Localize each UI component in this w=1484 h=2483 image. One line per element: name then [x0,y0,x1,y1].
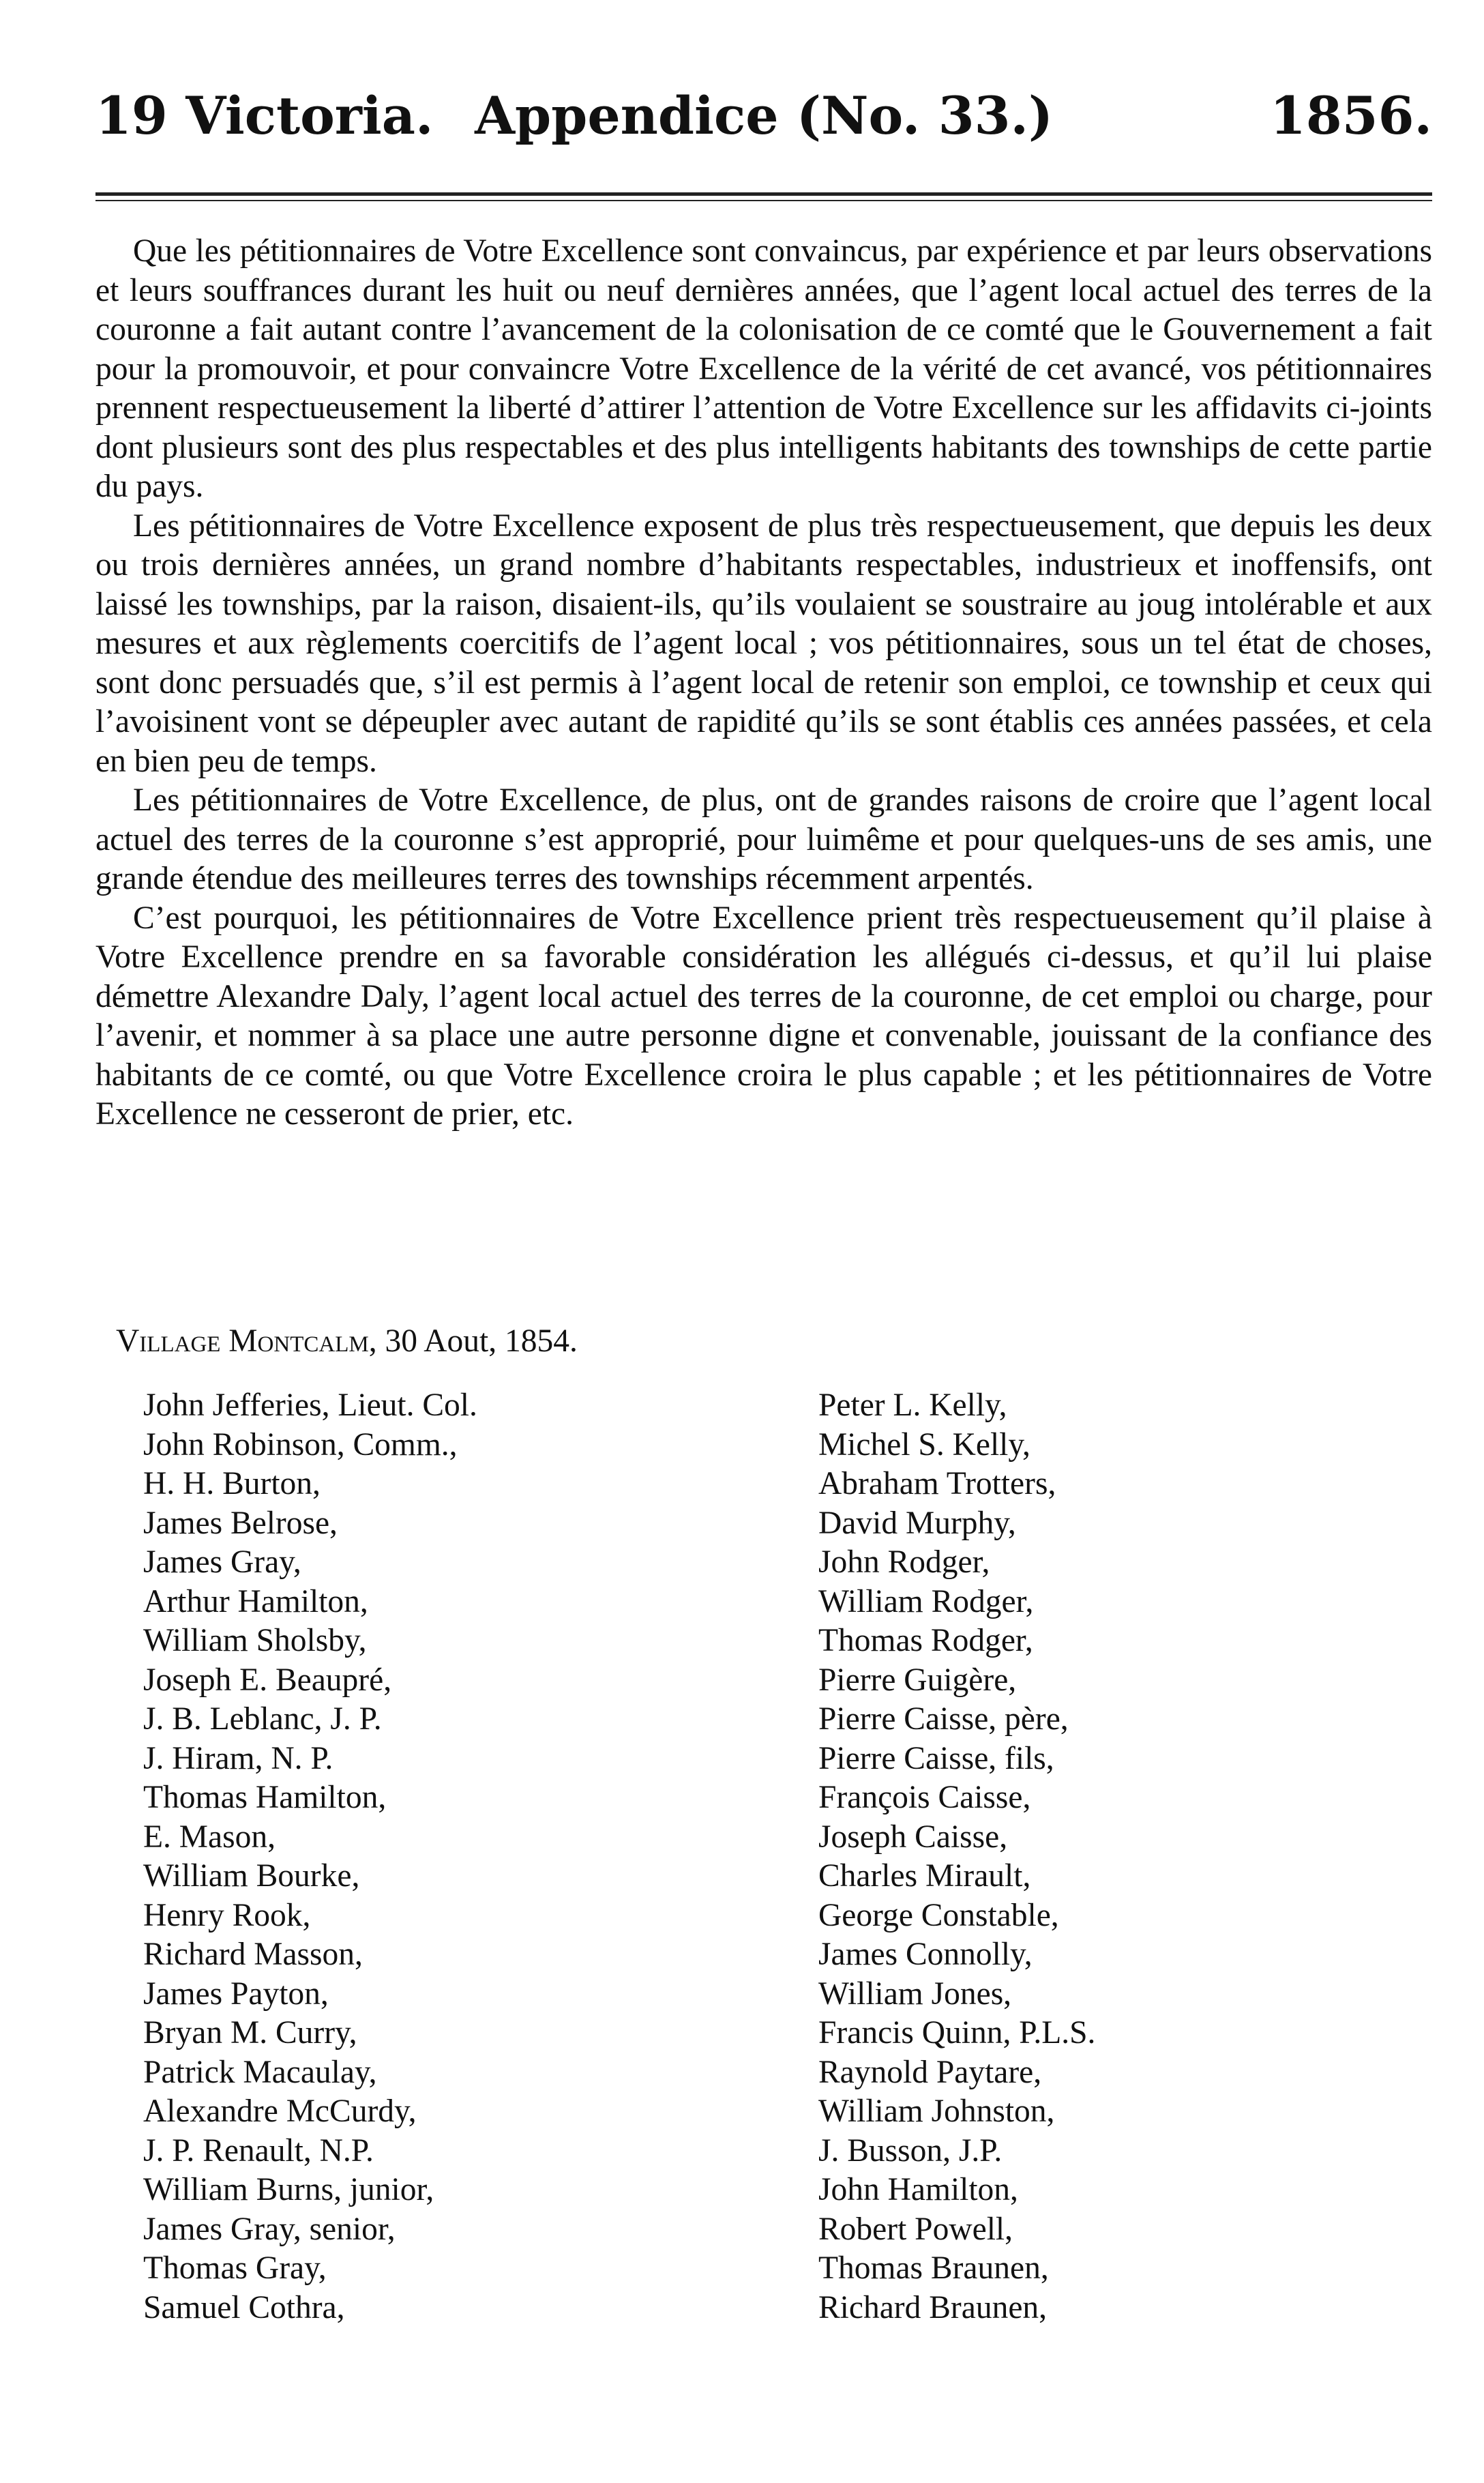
signatory-name: James Payton, [143,1975,329,2012]
signatory-name: Thomas Gray, [143,2250,327,2286]
page-header [95,78,1432,153]
signatory-name: Abraham Trotters, [818,1466,1056,1501]
signatory-name: Richard Masson, [143,1937,363,1972]
header-rule-thin [95,200,1432,201]
dateline-place: Village Montcalm, [116,1323,377,1359]
signatory-name: Patrick Macaulay, [143,2054,377,2090]
signatory-name: Bryan M. Curry, [143,2015,357,2051]
signatory-name: William Johnston, [818,2093,1055,2129]
signatory-name: Samuel Cothra, [143,2289,345,2325]
signatory-name: Pierre Caisse, fils, [818,1740,1054,1776]
signatory-name: J. Hiram, N. P. [143,1740,333,1776]
signatory-name: François Caisse, [818,1780,1031,1815]
signatory-name: Pierre Guigère, [818,1662,1017,1698]
signatory-name: William Bourke, [143,1858,360,1894]
signatory-name: Peter L. Kelly, [818,1387,1007,1423]
signatory-name: Henry Rook, [143,1897,311,1933]
signatory-name: J. P. Renault, N.P. [143,2132,374,2169]
signatories-left-column [143,1386,477,2327]
header-appendix: Appendice (No. 33.) [475,85,1053,146]
signatory-name: Joseph Caisse, [818,1819,1008,1855]
signatory-name: William Jones, [818,1975,1012,2012]
signatory-name: Joseph E. Beaupré, [143,1662,392,1698]
signatories-right-column [818,1386,1095,2327]
signatory-name: J. B. Leblanc, J. P. [143,1701,382,1737]
signatory-name: John Robinson, Comm., [143,1426,458,1463]
paragraph: Les pétitionnaires de Votre Excellence, de plus, ont de grandes raisons de croire que l’agent local actuel des terres de la couronne s’est approprié, pour luimême et pour quelques-uns de ses amis, une grande étendue des meilleures terres des townships récemment arpentés. [95,782,1432,896]
signatory-name: Thomas Hamilton, [143,1780,387,1815]
signatory-name: Thomas Braunen, [818,2250,1049,2286]
signatory-name: Robert Powell, [818,2211,1013,2247]
signatory-name: Michel S. Kelly, [818,1426,1030,1463]
signatory-name: Francis Quinn, P.L.S. [818,2015,1096,2051]
signatory-name: Alexandre McCurdy, [143,2093,417,2129]
signatory-name: James Connolly, [818,1937,1033,1972]
signatory-name: Thomas Rodger, [818,1623,1033,1658]
signatory-name: David Murphy, [818,1505,1016,1541]
signatory-name: James Gray, [143,1544,301,1580]
dateline [116,1321,578,1361]
header-year: 1856. [1270,85,1432,146]
signatory-name: Arthur Hamilton, [143,1583,368,1619]
header-session: 19 Victoria. [95,85,434,146]
signatory-name: Raynold Paytare, [818,2054,1042,2090]
dateline-date: 30 Aout, 1854. [385,1323,578,1359]
signatory-name: H. H. Burton, [143,1466,321,1501]
signatory-name: John Hamilton, [818,2172,1018,2207]
signatory-name: William Rodger, [818,1583,1034,1619]
signatory-name: James Belrose, [143,1505,338,1541]
signatory-name: William Burns, junior, [143,2172,434,2207]
signatory-name: J. Busson, J.P. [818,2132,1003,2169]
paragraph: C’est pourquoi, les pétitionnaires de Votre Excellence prient très respectueusement qu’il plaise à Votre Excellence prendre en sa favorable considération les allégués ci-dessus, et qu’il lui plaise démettre Alexandre Daly, l’agent local actuel des terres de la couronne, de cet emploi ou charge, pour l’avenir, et nommer à sa place une autre personne digne et convenable, jouissant de la confiance des habitants de ce comté, ou que Votre Excellence croira le plus capable ; et les pétitionnaires de Votre Excellence ne cesseront de prier, etc. [95,900,1432,1132]
signatory-name: Charles Mirault, [818,1858,1031,1894]
signatory-name: Pierre Caisse, père, [818,1701,1069,1737]
header-rule-thick [95,192,1432,196]
paragraph: Que les pétitionnaires de Votre Excellence sont convaincus, par expérience et par leurs observations et leurs souffrances durant les huit ou neuf dernières années, que l’agent local actuel des terres de la couronne a fait autant contre l’avancement de la colonisation de ce comté que le Gouvernement a fait pour la promouvoir, et pour convaincre Votre Excellence de la vérité de cet avancé, vos pétitionnaires prennent respectueusement la liberté d’attirer l’attention de Votre Excellence sur les affidavits ci-joints dont plusieurs sont des plus respectables et des plus intelligents habitants des townships de cette partie du pays. [95,233,1432,504]
signatory-name: John Rodger, [818,1544,990,1580]
signatory-name: John Jefferies, Lieut. Col. [143,1387,477,1423]
signatory-name: George Constable, [818,1897,1059,1933]
signatory-name: Richard Braunen, [818,2289,1048,2325]
paragraph: Les pétitionnaires de Votre Excellence exposent de plus très respectueusement, que depuis les deux ou trois dernières années, un grand nombre d’habitants respectables, industrieux et inoffensifs, ont laissé les townships, par la raison, disaient-ils, qu’ils voulaient se soustraire au joug intolérable et aux mesures et aux règlements coercitifs de l’agent local ; vos pétitionnaires, sous un tel état de choses, sont donc persuadés que, s’il est permis à l’agent local de retenir son emploi, ce township et ceux qui l’avoisinent vont se dépeupler avec autant de rapidité qu’ils se sont établis ces années passées, et cela en bien peu de temps. [95,508,1432,779]
signatory-name: William Sholsby, [143,1623,367,1658]
petition-text [95,232,1432,1134]
signatory-name: E. Mason, [143,1819,276,1855]
signatory-name: James Gray, senior, [143,2211,396,2247]
